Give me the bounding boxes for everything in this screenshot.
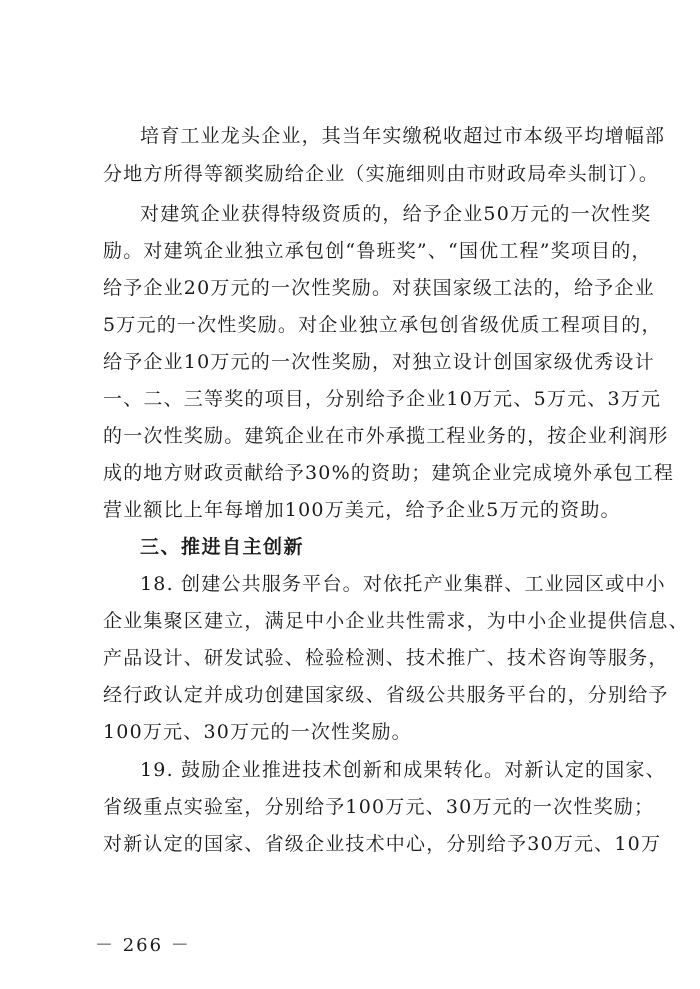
paragraph-line: 成的地方财政贡献给予30%的资助；建筑企业完成境外承包工程 bbox=[103, 462, 675, 484]
paragraph-line: 励。对建筑企业独立承包创“鲁班奖”、“国优工程”奖项目的， bbox=[103, 240, 652, 262]
paragraph-line: 给予企业20万元的一次性奖励。对获国家级工法的，给予企业 bbox=[103, 277, 655, 299]
paragraph-line: 18. 创建公共服务平台。对依托产业集群、工业园区或中小 bbox=[140, 573, 666, 595]
section-heading: 三、推进自主创新 bbox=[140, 536, 305, 558]
paragraph-line: 给予企业10万元的一次性奖励，对独立设计创国家级优秀设计 bbox=[103, 351, 655, 373]
paragraph-line: 经行政认定并成功创建国家级、省级公共服务平台的，分别给予 bbox=[103, 684, 669, 706]
paragraph-line: 对新认定的国家、省级企业技术中心，分别给予30万元、10万 bbox=[103, 833, 662, 855]
paragraph-line: 对建筑企业获得特级资质的，给予企业50万元的一次性奖 bbox=[140, 203, 652, 225]
paragraph-line: 企业集聚区建立，满足中小企业共性需求，为中小企业提供信息、 bbox=[103, 610, 689, 632]
paragraph-line: 19. 鼓励企业推进技术创新和成果转化。对新认定的国家、 bbox=[140, 759, 666, 781]
paragraph-line: 产品设计、研发试验、检验检测、技术推广、技术咨询等服务， bbox=[103, 647, 669, 669]
paragraph-line: 100万元、30万元的一次性奖励。 bbox=[103, 721, 412, 743]
paragraph-line: 5万元的一次性奖励。对企业独立承包创省级优质工程项目的， bbox=[103, 314, 662, 336]
page-number: － 266 － bbox=[95, 935, 191, 956]
paragraph-line: 培育工业龙头企业，其当年实缴税收超过市本级平均增幅部 bbox=[140, 125, 666, 147]
paragraph-line: 营业额比上年每增加100万美元，给予企业5万元的资助。 bbox=[103, 499, 621, 521]
paragraph-line: 的一次性奖励。建筑企业在市外承揽工程业务的，按企业利润形 bbox=[103, 425, 669, 447]
paragraph-line: 一、二、三等奖的项目，分别给予企业10万元、5万元、3万元 bbox=[103, 388, 662, 410]
paragraph-line: 省级重点实验室，分别给予100万元、30万元的一次性奖励； bbox=[103, 796, 655, 818]
paragraph-line: 分地方所得等额奖励给企业（实施细则由市财政局牵头制订）。 bbox=[103, 163, 660, 185]
